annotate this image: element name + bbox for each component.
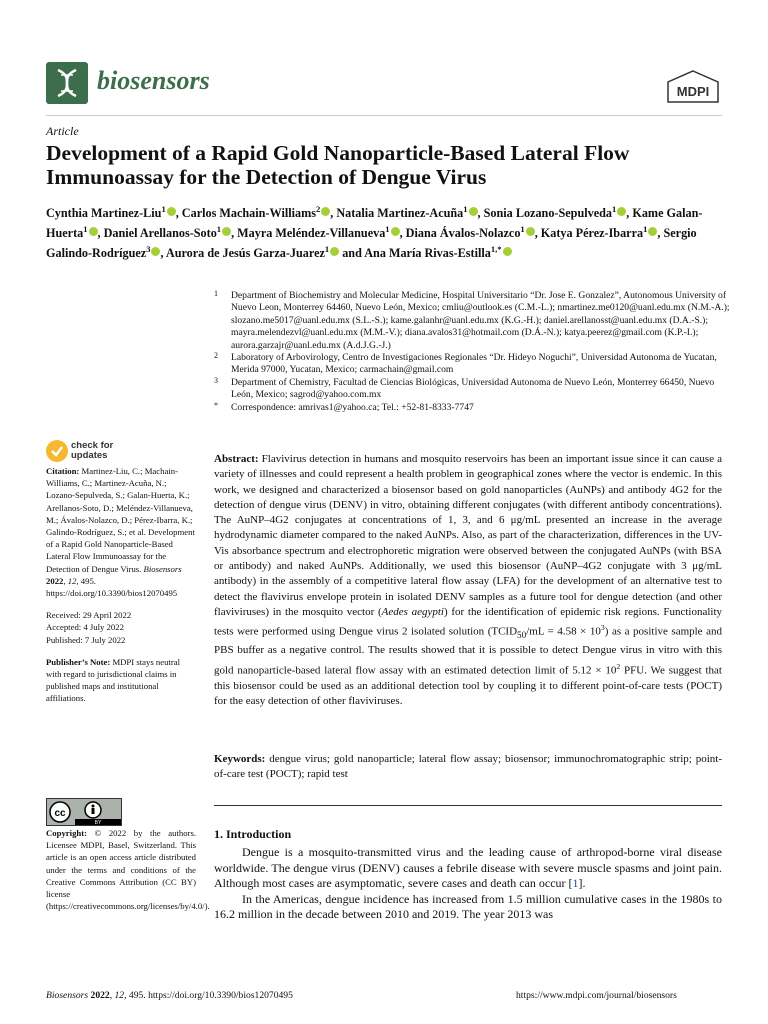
author-affiliation-mark: 1 [83, 223, 88, 234]
orcid-icon[interactable] [222, 227, 231, 236]
cc-by-license-badge[interactable] [46, 798, 122, 826]
footer-citation: Biosensors 2022, 12, 495. https://doi.org/10.3390/bios12070495 [46, 990, 293, 1001]
author-name: Kame Galan-Huerta [46, 206, 703, 240]
orcid-icon[interactable] [167, 207, 176, 216]
orcid-icon[interactable] [391, 227, 400, 236]
keywords: Keywords: dengue virus; gold nanoparticle; lateral flow assay; biosensor; immunochromatographic strip; point-of-care test (POCT); rapid test [214, 753, 723, 781]
author-affiliation-mark: 1 [324, 243, 330, 254]
received-date: Received: 29 April 2022 [46, 610, 132, 621]
orcid-icon[interactable] [617, 207, 626, 216]
footer-journal-url[interactable]: https://www.mdpi.com/journal/biosensors [516, 990, 677, 1001]
author-name: Sergio Galindo-Rodríguez [46, 225, 697, 260]
orcid-icon[interactable] [469, 207, 478, 216]
orcid-icon[interactable] [89, 227, 98, 236]
check-for-updates-icon[interactable] [46, 440, 68, 462]
author-name: Cynthia Martinez-Liu [46, 206, 162, 221]
author-name: Aurora de Jesús Garza-Juarez [165, 245, 325, 260]
introduction-body [214, 845, 722, 923]
citation: Citation: Martinez-Liu, C.; Machain-Williams, C.; Martinez-Acuña, N.; Lozano-Sepulveda, S.; Galan-Huerta, K.; Arellanos-Soto, D.; Meléndez-Villanueva, M.; Ávalos-Nolazco, D.; Pérez-Ibarra, K.; Galindo-Rodríguez, S.; et al. Development of a Rapid Gold Nanoparticle-Based Lateral Flow Immunoassay for the Detection of Dengue Virus. Biosensors 2022, 12, 495. https://doi.org/10.3390/bios12070495 [46, 466, 195, 599]
affiliations [214, 290, 734, 414]
published-date: Published: 7 July 2022 [46, 634, 126, 645]
orcid-icon[interactable] [526, 227, 535, 236]
author-affiliation-mark: 1 [520, 223, 525, 234]
header-divider [46, 115, 722, 116]
affiliation-3: 3 Department of Chemistry, Facultad de Ciencias Biológicas, Universidad Autonoma de Nuevo León, Monterrey 66450, Nuevo León, Mexico; sagrod@yahoo.com.mx [214, 375, 715, 401]
author-name: Carlos Machain-Williams [181, 206, 316, 221]
author-affiliation-mark: 3 [146, 243, 151, 254]
correspondence: * Correspondence: amrivas1@yahoo.ca; Tel.: +52-81-8333-7747 [214, 400, 474, 413]
author-name: Ana María Rivas-Estilla [364, 245, 491, 260]
author-affiliation-mark: 1 [385, 223, 390, 234]
dna-icon [46, 62, 88, 104]
abstract: Abstract: Flavivirus detection in humans and mosquito reservoirs has been an important issue since it can cause a variety of illnesses and could represent a health problem in geographical zones where the vector is endemic. In this work, we designed and characterized a biosensor based on gold nanoparticles (AuNPs) and antibody 4G2 for the detection of dengue virus (DENV) in vitro, obtaining different conjugates (with different antibody concentrations). The AuNP–4G2 conjugates at concentrations of 1, 3, and 6 μg/mL presented an increase in the average hydrodynamic diameter compared to the naked AuNPs. Also, as part of the characterization, differences in the UV-Vis absorbance spectrum and electrophoretic migration were observed between the conjugated AuNPs (with BSA or antibody) and naked AuNPs. Additionally, we used this biosensor (AuNP–4G2 conjugate with 3 μg/mL antibody) in the assembly of a competitive lateral flow assay (LFA) for the development of an alternative test to detect the flavivirus envelope protein in isolated DENV samples as a future tool for dengue detection (and other flaviviruses) in the mosquito vector (Aedes aegypti) for the identification of epidemic risk regions. Functionality tests were performed using Dengue virus 2 isolated solution $(TCID_{50}/mL = 4.58 \times 10^3)$ as a positive sample and PBS buffer as a negative control. The results showed that it is possible to detect Dengue virus in vitro with this gold nanoparticle-based lateral flow assay with an estimated detection limit of $5.12 \times 10^2$ PFU. We suggest that this biosensor could be used as an additional detection tool by coupling it to different point-of-care tests (POCT) for the easy detection of other flaviviruses. [214, 453, 723, 707]
check-for-updates-label[interactable]: check for updates [71, 440, 114, 461]
orcid-icon[interactable] [321, 207, 330, 216]
publisher-note: Publisher’s Note: MDPI stays neutral with regard to jurisdictional claims in published maps and institutional affiliations. [46, 656, 180, 704]
orcid-icon[interactable] [151, 247, 160, 256]
affiliation-2: 2 Laboratory of Arbovirology, Centro de Investigaciones Regionales “Dr. Hideyo Noguchi”, Universidad Autonoma de Yucatan, Merida 97000, Yucatan, Mexico; carmachain@gmail.com [214, 351, 717, 376]
mdpi-logo [666, 70, 720, 104]
abstract-divider [214, 805, 722, 806]
orcid-icon[interactable] [648, 227, 657, 236]
svg-text:cc: cc [54, 808, 66, 819]
author-affiliation-mark: 2 [315, 204, 321, 214]
paper-title: Development of a Rapid Gold Nanoparticle-Based Lateral Flow Immunoassay for the Detection of Dengue Virus [46, 141, 630, 189]
author-name: Mayra Meléndez-Villanueva [237, 225, 386, 240]
author-name: Katya Pérez-Ibarra [540, 225, 644, 240]
accepted-date: Accepted: 4 July 2022 [46, 622, 124, 633]
reference-link[interactable]: 1 [572, 876, 579, 891]
author-affiliation-mark: 1 [611, 204, 617, 214]
copyright-notice: Copyright: © 2022 by the authors. Licensee MDPI, Basel, Switzerland. This article is an open access article distributed under the terms and conditions of the Creative Commons Attribution (CC BY) license (https://creativecommons.org/licenses/by/4.0/). [46, 828, 210, 912]
orcid-icon[interactable] [503, 247, 512, 256]
mdpi-wordmark: MDPI [676, 84, 710, 99]
journal-logo [46, 62, 88, 104]
author-affiliation-mark: 1 [216, 223, 222, 234]
author-affiliation-mark: 1 [161, 204, 166, 214]
orcid-icon[interactable] [330, 247, 339, 256]
affiliation-1: 1 Department of Biochemistry and Molecular Medicine, Hospital Universitario “Dr. Jose E. Gonzalez”, Autonomous University of Nuevo Leon, Monterrey 64460, Nuevo León, Mexico; cmliu@outlook.es (C.M.-L.); nmartinez.me0120@uanl.edu.mx (N.M.-A.); slozano.me5017@uanl.edu.mx (S.L.-S.); kame.galanhr@uanl.edu.mx (K.G.-H.); daniel.arellanosst@uanl.edu.mx (D.A.-S.); mayra.melendezvl@uanl.edu.mx (M.M.-V.); diana.avalos31@hotmail.com (D.Á.-N.); katya.peerez@gmail.com (K.P.-I.); aurora.garzajr@uanl.edu.mx (A.d.J.G.-J.) [214, 289, 730, 351]
svg-text:BY: BY [94, 820, 102, 825]
author-list: Cynthia Martinez-Liu$^1$ , Carlos Machain-Williams$^2$ , Natalia Martinez-Acuña$^1$ , Sonia Lozano-Sepulveda$^1$ , Kame Galan-Huerta$^1$ , Daniel Arellanos-Soto$^1$ , Mayra Meléndez-Villanueva$^1$ , Diana Ávalos-Nolazco$^1$ , Katya Pérez-Ibarra$^1$ , Sergio Galindo-Rodríguez$^3$ , Aurora de Jesús Garza-Juarez$^1$ and Ana María Rivas-Estilla$^{1,*}$ [46, 204, 703, 260]
article-type: Article [46, 124, 79, 138]
author-name: Diana Ávalos-Nolazco [405, 225, 521, 240]
intro-paragraph: Dengue is a mosquito-transmitted virus and the leading cause of arthropod-borne viral disease worldwide. The dengue virus (DENV) causes a febrile disease with severe muscle spasms and joint pain. Although most cases are asymptomatic, severe cases and death can occur [1]. [214, 845, 722, 891]
author-name: Natalia Martinez-Acuña [336, 206, 464, 221]
sidebar [46, 465, 196, 713]
author-name: Daniel Arellanos-Soto [103, 225, 217, 240]
section-heading-introduction: 1. Introduction [214, 827, 292, 841]
intro-paragraph: In the Americas, dengue incidence has increased from 1.5 million cumulative cases in the 1980s to 16.2 million in the decade between 2010 and 2019. The year 2013 was [214, 891, 722, 922]
author-affiliation-mark: 1 [643, 223, 648, 234]
author-affiliation-mark: 1 [463, 204, 468, 214]
author-affiliation-mark: 1,* [490, 243, 502, 254]
author-name: Sonia Lozano-Sepulveda [483, 206, 612, 221]
journal-name: biosensors [97, 66, 210, 95]
